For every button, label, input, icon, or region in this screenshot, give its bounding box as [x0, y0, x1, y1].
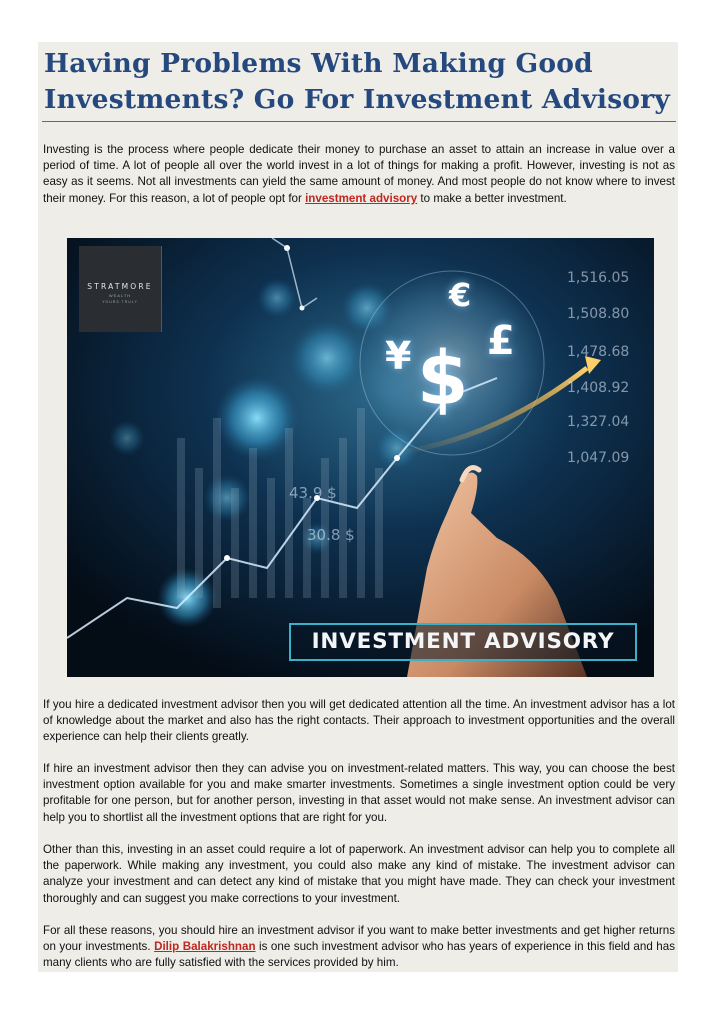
- article-title: Having Problems With Making Good Investments? Go For Investment Advisory: [44, 48, 670, 115]
- paragraph-advise-investments: If hire an investment advisor then they can advise you on investment-related matters. This way, you can choose the best investment option available for you and make smarter investments. Sometimes a single investment option could be very profitable for one person, but for another person, investing in that asset would not make sense. An investment advisor can help you to shortlist all the investment options that are right for you.: [43, 762, 675, 824]
- chart-value: 43.9 $: [289, 484, 337, 502]
- investment-advisory-banner: INVESTMENT ADVISORY: [289, 623, 637, 661]
- dollar-icon: $: [417, 336, 469, 422]
- ticker-value: 1,327.04: [567, 414, 630, 430]
- conclusion-text-before: For all these reasons, you should hire an investment advisor if you want to make better investments and get higher returns on your investments.: [43, 924, 675, 954]
- dilip-balakrishnan-link[interactable]: Dilip Balakrishnan: [154, 940, 256, 954]
- hero-image: [67, 238, 654, 677]
- ticker-value: 1,047.09: [567, 450, 630, 466]
- investment-advisory-link[interactable]: investment advisory: [305, 191, 418, 205]
- intro-paragraph: [43, 142, 675, 207]
- yen-icon: ¥: [385, 334, 412, 378]
- paragraph-dedicated-attention: If you hire a dedicated investment advisor then you will get dedicated attention all the time. An investment advisor has a lot of knowledge about the market and also has the right contacts. Their approach to investment opportunities and the overall experience can help their clients greatly.: [43, 698, 675, 744]
- ticker-value: 1,478.68: [567, 344, 630, 360]
- pound-icon: £: [487, 318, 515, 364]
- logo-tagline: YOURS TRULY: [102, 300, 138, 304]
- stratmore-logo: [79, 246, 162, 332]
- chart-value: 30.8 $: [307, 526, 355, 544]
- paragraph-conclusion: [43, 923, 675, 972]
- ticker-value: 1,516.05: [567, 270, 630, 286]
- ticker-value: 1,508.80: [567, 306, 630, 322]
- ticker-value: 1,408.92: [567, 380, 630, 396]
- title-divider: [42, 121, 676, 122]
- paragraph-paperwork: Other than this, investing in an asset could require a lot of paperwork. An investment advisor can help you to complete all the paperwork. While making any investment, you could also make any kind of mistake. The investment advisor can analyze your investment and can detect any kind of mistake that you might have made. They can check your investment thoroughly and can suggest you make corrections to your investment.: [43, 843, 675, 905]
- logo-brand-text: STRATMORE: [87, 282, 153, 291]
- intro-text-after: to make a better investment.: [417, 191, 567, 205]
- intro-text-before: Investing is the process where people dedicate their money to purchase an asset to attain an increase in value over a period of time. A lot of people all over the world invest in a lot of things for making a profit. However, investing is not as easy as it seems. Not all investments can yield the same amount of money. And most people do not know where to invest their money. For this reason, a lot of people opt for: [43, 143, 675, 205]
- document-page: [38, 42, 678, 972]
- conclusion-text-after: is one such investment advisor who has years of experience in this field and has many clients who are fully satisfied with the services provided by him.: [43, 940, 675, 970]
- euro-icon: €: [449, 276, 472, 314]
- logo-sub-text: WEALTH: [108, 293, 132, 298]
